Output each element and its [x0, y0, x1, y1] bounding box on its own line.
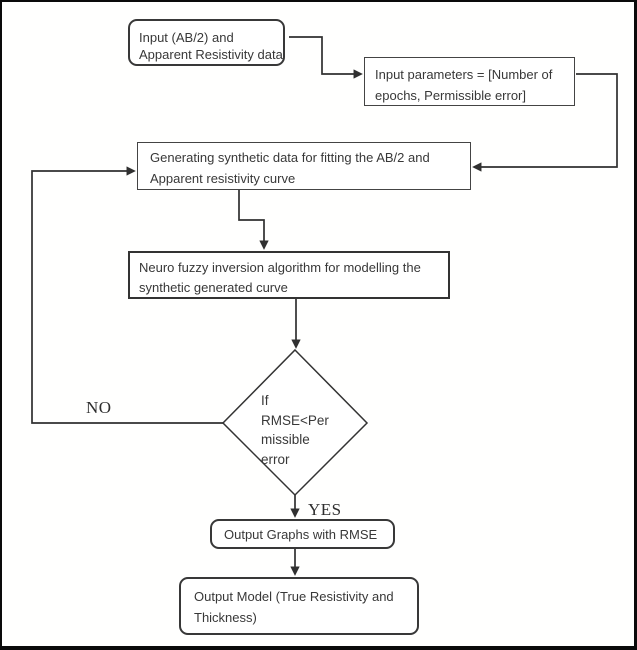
node-text-line: synthetic generated curve [139, 280, 288, 295]
node-neuro-fuzzy [128, 251, 450, 299]
node-text-line: Output Graphs with RMSE [224, 527, 378, 542]
node-text-line: RMSE<Per [261, 412, 329, 428]
node-text-line: epochs, Permissible error] [375, 88, 526, 103]
node-text-line: Generating synthetic data for fitting the AB/2 and [150, 150, 430, 165]
node-output-model [179, 577, 419, 635]
node-generate-synthetic [137, 142, 471, 190]
label-no: NO [86, 398, 112, 417]
node-text-line: Input (AB/2) and [139, 30, 234, 45]
node-text-line: Apparent Resistivity data [139, 47, 283, 62]
node-text-line: Apparent resistivity curve [150, 171, 296, 186]
node-input-parameters [364, 57, 575, 106]
connector-input-to-parameters [289, 37, 361, 74]
connector-generate-to-neuro [239, 190, 264, 248]
node-text-line: missible [261, 432, 310, 447]
node-text-line: If [261, 393, 269, 408]
label-yes: YES [308, 500, 342, 519]
node-input-data [128, 19, 285, 66]
node-text-line: Thickness) [194, 610, 257, 625]
node-text-line: Neuro fuzzy inversion algorithm for modelling the [139, 260, 421, 275]
node-output-graphs [210, 519, 395, 549]
decision-diamond-text [261, 391, 329, 469]
node-text-line: error [261, 451, 290, 467]
node-text-line: Output Model (True Resistivity and [194, 589, 394, 604]
node-text-line: Input parameters = [Number of [375, 67, 553, 82]
